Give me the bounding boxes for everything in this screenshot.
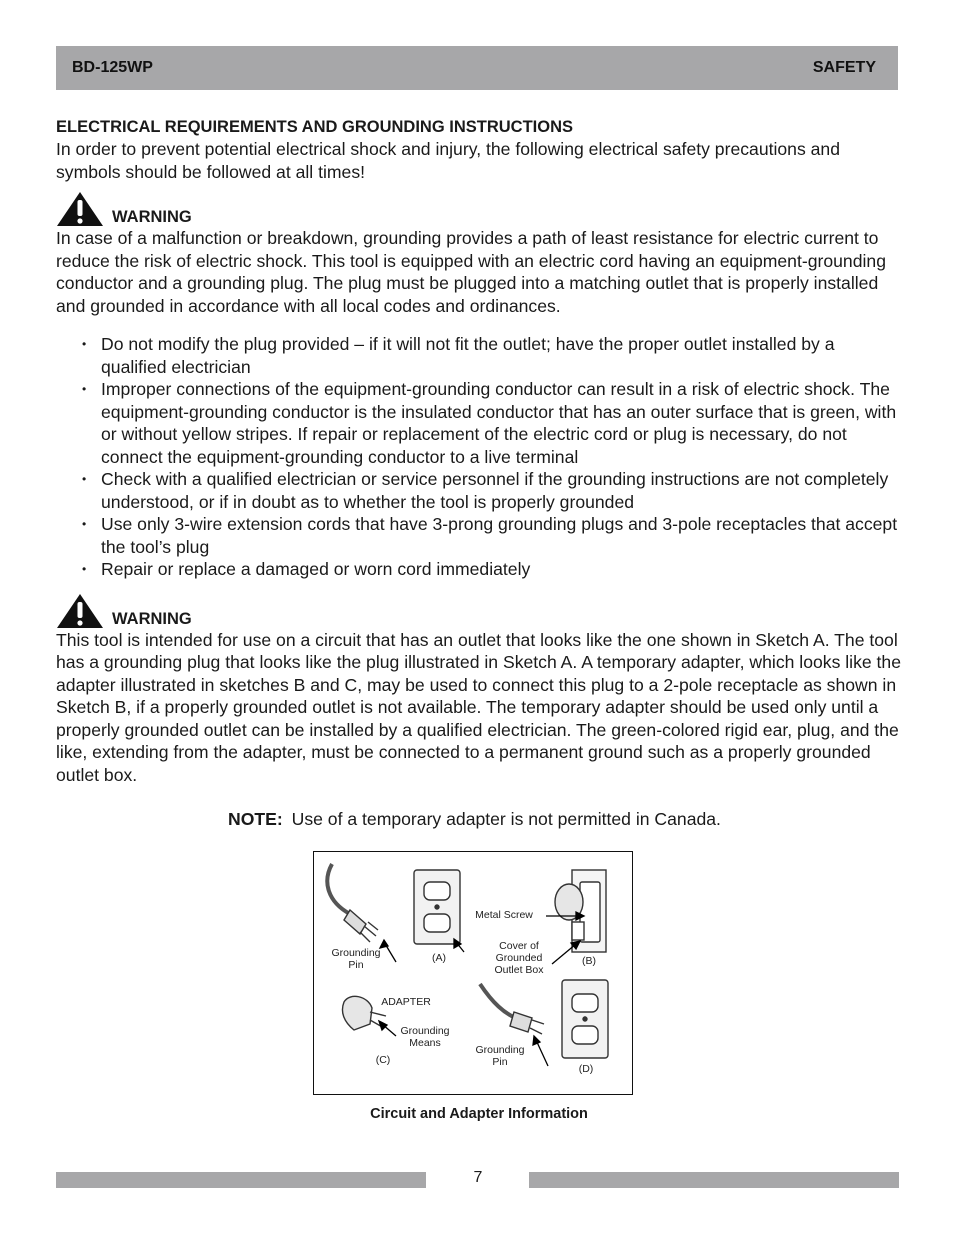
- warning-label: WARNING: [112, 208, 192, 226]
- sketch-b-label: (B): [582, 955, 596, 967]
- circuit-adapter-figure: [313, 851, 633, 1095]
- page-content: [56, 116, 902, 831]
- list-item: • Check with a qualified electrician or service personnel if the grounding instructions are not completely understood, or if in doubt as to whether the tool is properly grounded: [56, 468, 902, 513]
- warning-icon: [56, 191, 104, 227]
- grounding-pin-label-a: Grounding Pin: [331, 947, 381, 971]
- intro-paragraph: In order to prevent potential electrical shock and injury, the following electrical safety precautions and symbols should be followed at all times!: [56, 139, 841, 182]
- note-text: Use of a temporary adapter is not permitted in Canada.: [291, 809, 721, 829]
- page-number: 7: [473, 1169, 483, 1186]
- model-name: BD-125WP: [72, 59, 153, 76]
- warning-heading-1: [56, 189, 902, 227]
- sketch-a-label: (A): [432, 952, 446, 964]
- warning-heading-2: [56, 591, 902, 629]
- adapter-label: ADAPTER: [381, 996, 431, 1008]
- note: [56, 808, 902, 831]
- warning-label: WARNING: [112, 609, 192, 628]
- sketch-c-label: (C): [375, 1054, 391, 1066]
- warning-icon: [56, 593, 104, 629]
- header-bar: [56, 46, 898, 90]
- list-item: • Repair or replace a damaged or worn cord immediately: [56, 558, 902, 581]
- metal-screw-label: Metal Screw: [475, 909, 533, 921]
- sketch-d-label: (D): [578, 1063, 594, 1075]
- section-title: ELECTRICAL REQUIREMENTS AND GROUNDING INSTRUCTIONS: [56, 118, 574, 136]
- grounding-pin-label-d: Grounding Pin: [475, 1044, 525, 1068]
- footer-bar-right: [529, 1172, 899, 1188]
- warning-paragraph-2: This tool is intended for use on a circuit that has an outlet that looks like the one shown in Sketch A. The tool has a grounding plug that looks like the plug illustrated in Sketch A. A temporary adapter, which looks like the adapter illustrated in sketches B and C, may be used to connect this plug to a 2-pole receptacle as shown in Sketch B, if a properly grounded outlet is not available. The temporary adapter should be used only until a properly grounded outlet can be installed by a qualified electrician. The green-colored rigid ear, plug, and the like, extending from the adapter, must be connected to a permanent ground such as a properly grounded outlet box.: [56, 629, 902, 785]
- footer-bar-left: [56, 1172, 426, 1188]
- list-item: • Do not modify the plug provided – if it will not fit the outlet; have the proper outlet installed by a qualified electrician: [56, 333, 902, 378]
- grounding-means-label: Grounding Means: [400, 1025, 450, 1049]
- list-item: • Use only 3-wire extension cords that have 3-prong grounding plugs and 3-pole receptacles that accept the tool’s plug: [56, 513, 902, 558]
- cover-label: Cover of Grounded Outlet Box: [494, 940, 544, 976]
- bullet-list: [56, 333, 902, 581]
- note-label: NOTE:: [228, 809, 283, 829]
- figure-caption: Circuit and Adapter Information: [370, 1106, 588, 1122]
- section-name: SAFETY: [812, 59, 876, 76]
- list-item: • Improper connections of the equipment-grounding conductor can result in a risk of electric shock. The equipment-grounding conductor is the insulated conductor that has an outer surface that is green, with or without yellow stripes. If repair or replacement of the electric cord or plug is necessary, do not connect the equipment-grounding conductor to a live terminal: [56, 378, 902, 468]
- warning-paragraph-1: In case of a malfunction or breakdown, grounding provides a path of least resistance for electric current to reduce the risk of electric shock. This tool is equipped with an electric cord having an equipment-grounding conductor and a grounding plug. The plug must be plugged into a matching outlet that is properly installed and grounded in accordance with all local codes and ordinances.: [56, 228, 886, 316]
